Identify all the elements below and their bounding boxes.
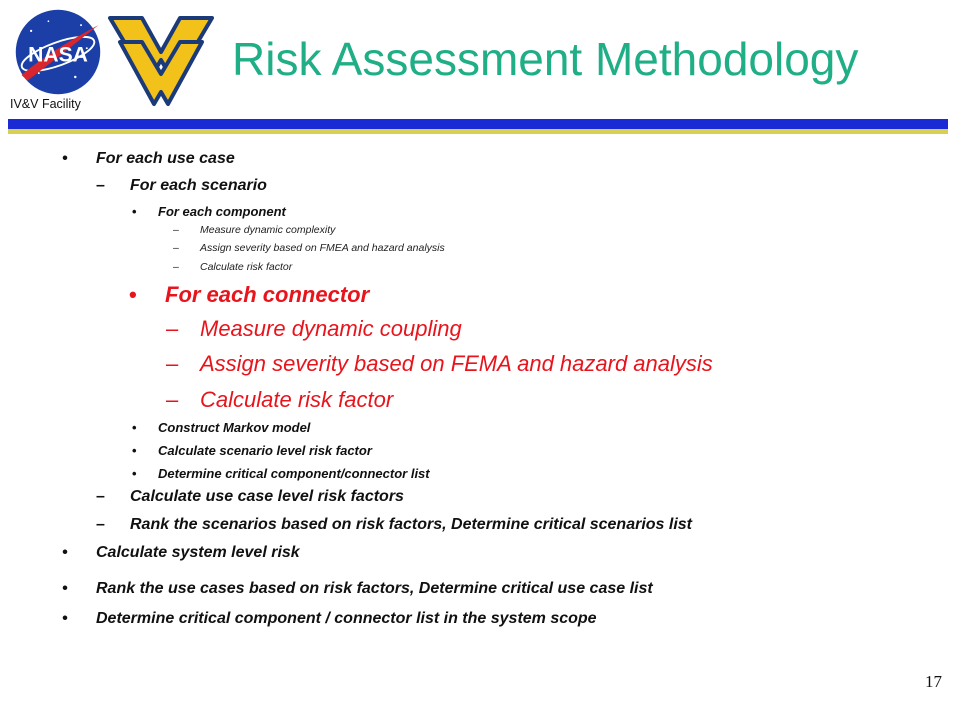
bullet-marker: •: [132, 204, 137, 219]
outline-text: Construct Markov model: [158, 420, 311, 435]
dash-marker: –: [173, 261, 179, 273]
bullet-marker: •: [132, 443, 137, 458]
dash-marker: –: [173, 224, 179, 236]
outline-text: Assign severity based on FEMA and hazard analysis: [200, 351, 713, 376]
outline-text: For each connector: [165, 282, 370, 307]
outline-text: For each scenario: [130, 177, 267, 194]
outline-item: [173, 261, 293, 273]
outline-item: [62, 150, 235, 168]
outline-item: [62, 544, 300, 562]
outline-text: Measure dynamic complexity: [200, 224, 336, 236]
outline-item: [62, 580, 653, 598]
outline-item: [62, 610, 597, 628]
outline-text: Calculate risk factor: [200, 387, 394, 412]
outline-text: Calculate risk factor: [200, 261, 293, 273]
outline-item: [132, 466, 430, 481]
outline-item: [132, 204, 286, 219]
outline-item-highlight: [166, 387, 394, 413]
outline-item-highlight: [166, 316, 462, 342]
outline-item-highlight: [166, 351, 713, 377]
outline-item: [96, 177, 267, 195]
dash-marker: –: [96, 516, 105, 533]
outline-item: [173, 242, 445, 254]
facility-label: IV&V Facility: [10, 97, 81, 111]
outline-text: Calculate use case level risk factors: [130, 488, 404, 505]
outline-text: Assign severity based on FMEA and hazard analysis: [200, 242, 445, 254]
outline-text: Determine critical component / connector list in the system scope: [96, 610, 597, 627]
dash-marker: –: [173, 242, 179, 254]
bullet-marker: •: [129, 282, 137, 307]
outline-item: [96, 488, 404, 506]
dash-marker: –: [96, 488, 105, 505]
outline-text: Rank the scenarios based on risk factors, Determine critical scenarios list: [130, 516, 693, 533]
dash-marker: –: [166, 387, 179, 412]
outline-text: Calculate system level risk: [96, 544, 300, 561]
nasa-logo-text: NASA: [28, 43, 88, 67]
bullet-marker: •: [132, 420, 137, 435]
outline-item-highlight: [129, 282, 370, 308]
bullet-marker: •: [62, 544, 68, 561]
outline-text: For each use case: [96, 150, 235, 167]
page-number: 17: [925, 672, 942, 691]
outline-text: Calculate scenario level risk factor: [158, 443, 372, 458]
page-title: Risk Assessment Methodology: [232, 33, 859, 85]
outline-text: For each component: [158, 204, 286, 219]
bullet-marker: •: [62, 580, 68, 597]
bullet-marker: •: [132, 466, 137, 481]
dash-marker: –: [166, 316, 179, 341]
outline-item: [132, 420, 311, 435]
dash-marker: –: [166, 351, 179, 376]
outline-text: Measure dynamic coupling: [200, 316, 462, 341]
bullet-marker: •: [62, 610, 68, 627]
outline-item: [96, 516, 693, 534]
dash-marker: –: [96, 177, 105, 194]
outline-item: [132, 443, 372, 458]
outline-text: Rank the use cases based on risk factors, Determine critical use case list: [96, 580, 653, 597]
outline-item: [173, 224, 336, 236]
outline-text: Determine critical component/connector list: [158, 466, 430, 481]
bullet-marker: •: [62, 150, 68, 167]
